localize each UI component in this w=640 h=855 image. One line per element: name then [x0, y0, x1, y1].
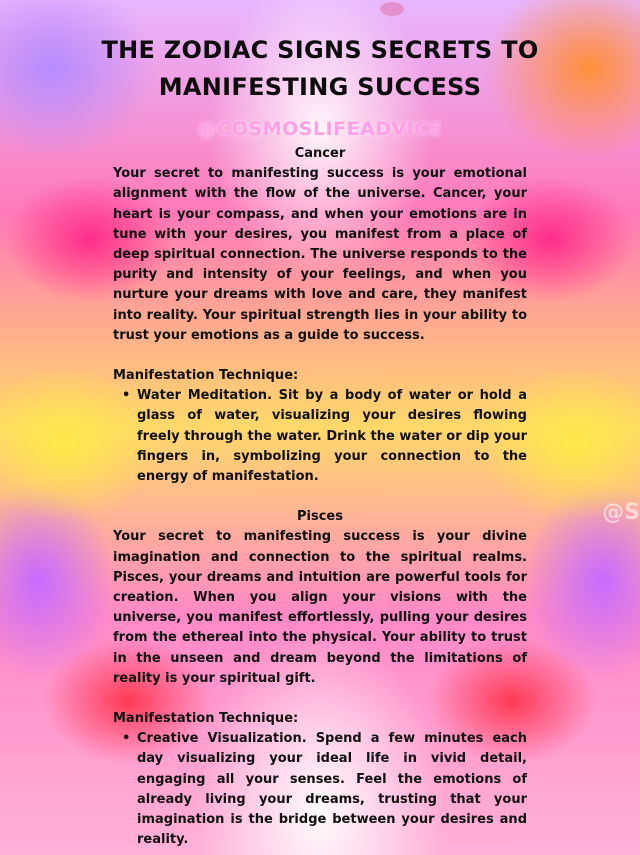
author-handle: @COSMOSLIFEADVICE: [197, 118, 443, 140]
technique-list: [113, 386, 527, 487]
technique-label: Manifestation Technique:: [113, 711, 299, 727]
sign-heading: Cancer: [294, 146, 346, 161]
sign-paragraph: Your secret to manifesting success is your emotional alignment with the flow of the universe. Cancer, your heart is your compass, and when your emotions are in tune with your desires, you manifest from a place of deep spiritual connection. The universe responds to the purity and intensity of your feelings, and when you nurture your dreams with love and care, they manifest into reality. Your spiritual strength lies in your ability to trust your emotions as a guide to success.: [113, 166, 527, 343]
technique-item: • Creative Visualization. Spend a few minutes each day visualizing your ideal life in vivid detail, engaging all your senses. Feel the emotions of already living your dreams, trusting that your imagination is the bridge between your desires and reality.: [137, 729, 527, 850]
technique-list: [113, 729, 527, 850]
sign-paragraph: Your secret to manifesting success is your divine imagination and connection to the spiritual realms. Pisces, your dreams and intuition are powerful tools for creation. When you align your visions with the universe, you manifest effortlessly, pulling your desires from the ethereal into the physical. Your ability to trust in the unseen and dream beyond the limitations of reality is your spiritual gift.: [113, 529, 527, 686]
article-body: [113, 144, 527, 851]
watermark-text: @S: [602, 500, 640, 525]
technique-item: • Water Meditation. Sit by a body of water or hold a glass of water, visualizing your desires flowing freely through the water. Drink the water or dip your fingers in, symbolizing your connection to the energy of manifestation.: [137, 386, 527, 487]
technique-label: Manifestation Technique:: [113, 368, 299, 384]
sign-heading: Pisces: [297, 509, 343, 525]
page-title: THE ZODIAC SIGNS SECRETS TO MANIFESTING SUCCESS: [101, 36, 539, 101]
section-cancer: [113, 144, 527, 487]
sparkle-decoration: [380, 2, 404, 16]
section-pisces: [113, 507, 527, 850]
